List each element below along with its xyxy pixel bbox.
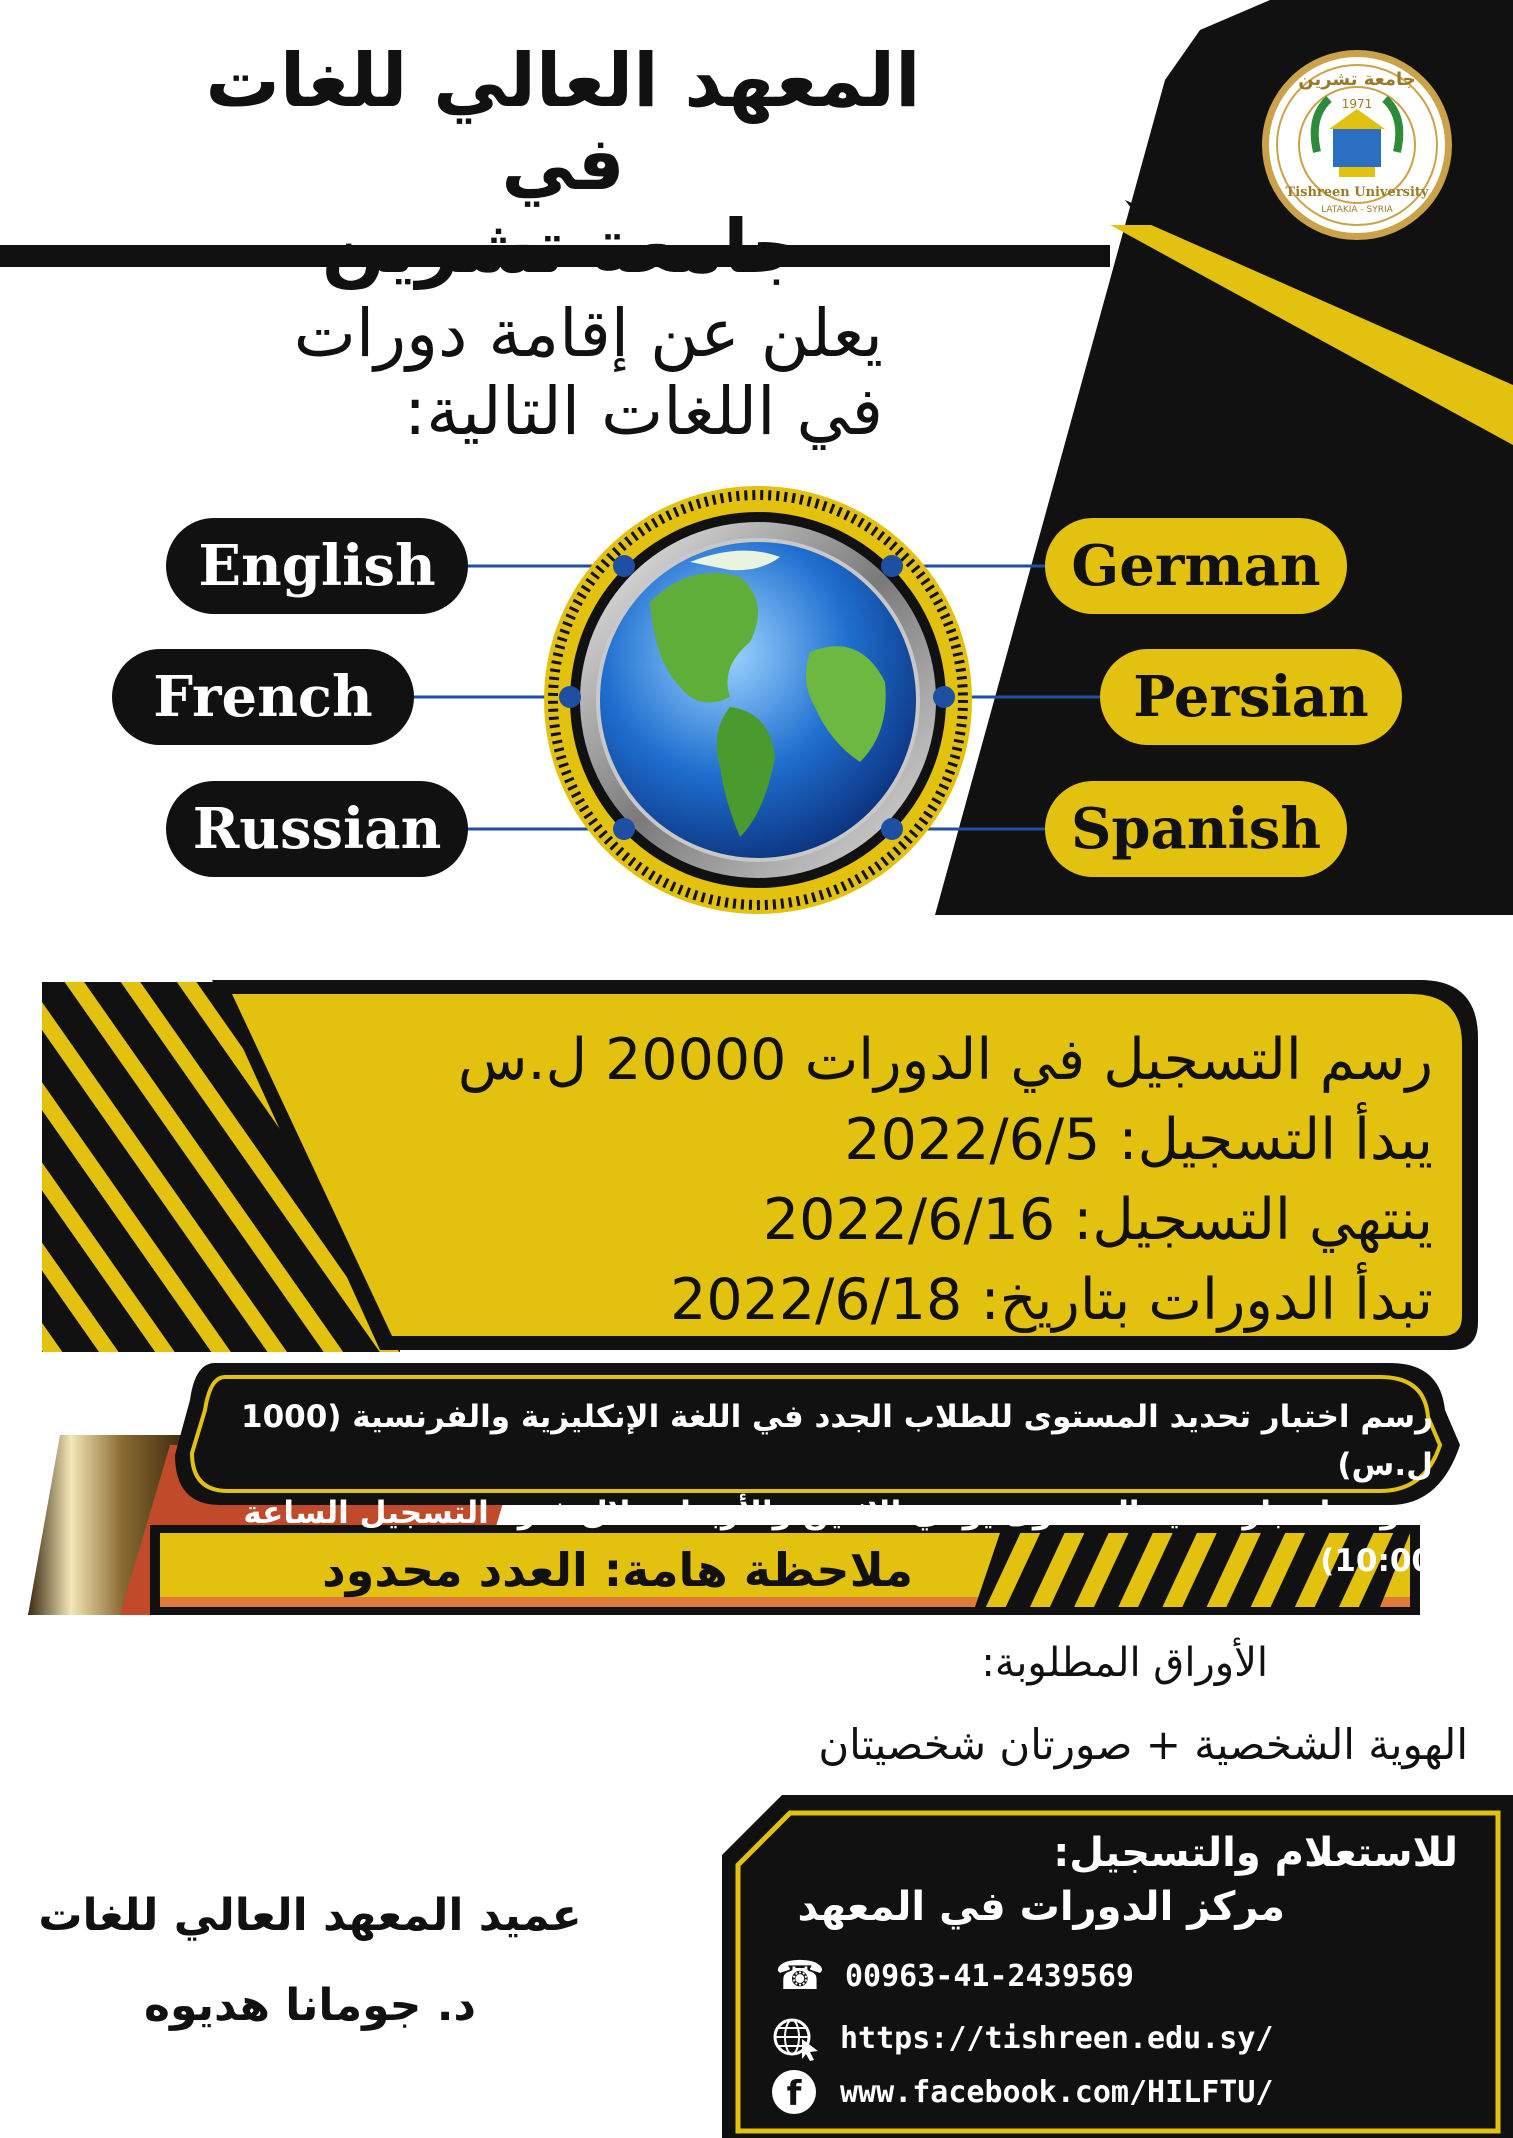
logo-english-name: Tishreen University bbox=[1285, 185, 1429, 200]
facebook-icon: f bbox=[772, 2070, 816, 2114]
phone-icon: ☎ bbox=[775, 1953, 825, 1999]
title-line-1: المعهد العالي للغات في bbox=[205, 38, 921, 207]
registration-fee: رسم التسجيل في الدورات 20000 ل.س bbox=[457, 1027, 1433, 1093]
important-note: ملاحظة هامة: العدد محدود bbox=[322, 1543, 913, 1597]
phone-row bbox=[775, 1952, 1134, 2000]
dean-title: عميد المعهد العالي للغات bbox=[38, 1890, 582, 1941]
globe-icon bbox=[540, 482, 976, 918]
globe-cursor-icon bbox=[772, 2015, 822, 2061]
facebook-link[interactable]: www.facebook.com/HILFTU/ bbox=[840, 2074, 1274, 2110]
logo-city: LATAKIA - SYRIA bbox=[1321, 205, 1393, 215]
language-persian: Persian bbox=[1100, 649, 1402, 745]
website-row bbox=[772, 2014, 1273, 2062]
title-line-2: جامعة تشرين bbox=[321, 203, 805, 290]
dean-name: د. جومانا هديوه bbox=[143, 1980, 477, 2031]
documents-items: الهوية الشخصية + صورتان شخصيتان bbox=[818, 1720, 1468, 1769]
logo-arabic-name: جامعة تشرين bbox=[1298, 69, 1416, 90]
placement-test-fee: رسم اختبار تحديد المستوى للطلاب الجدد في اللغة الإنكليزية والفرنسية (1000 ل.س) bbox=[241, 1399, 1433, 1483]
language-spanish: Spanish bbox=[1045, 781, 1347, 877]
placement-test-schedule: (موعد اختبار تحديد المستوى يومي الاثنين والأربعاء خلال فترة التسجيل الساعة 10:00) bbox=[243, 1495, 1433, 1579]
language-german: German bbox=[1045, 518, 1347, 614]
contact-heading: للاستعلام والتسجيل: bbox=[1053, 1830, 1458, 1876]
registration-info bbox=[283, 1020, 1433, 1340]
announcement-line-2: في اللغات التالية: bbox=[403, 372, 883, 450]
language-english: English bbox=[166, 518, 468, 614]
website-link[interactable]: https://tishreen.edu.sy/ bbox=[840, 2020, 1274, 2056]
registration-start: يبدأ التسجيل: 2022/6/5 bbox=[844, 1107, 1433, 1173]
phone-number[interactable]: 00963-41-2439569 bbox=[845, 1958, 1134, 1994]
language-russian: Russian bbox=[166, 781, 468, 877]
facebook-row bbox=[772, 2068, 1273, 2116]
logo-year: 1971 bbox=[1341, 97, 1373, 111]
registration-end: ينتهي التسجيل: 2022/6/16 bbox=[762, 1187, 1433, 1253]
documents-heading: الأوراق المطلوبة: bbox=[981, 1640, 1268, 1686]
language-french: French bbox=[112, 649, 414, 745]
courses-start: تبدأ الدورات بتاريخ: 2022/6/18 bbox=[670, 1267, 1433, 1333]
contact-location: مركز الدورات في المعهد bbox=[797, 1884, 1285, 1930]
announcement-line-1: يعلن عن إقامة دورات bbox=[293, 295, 883, 372]
